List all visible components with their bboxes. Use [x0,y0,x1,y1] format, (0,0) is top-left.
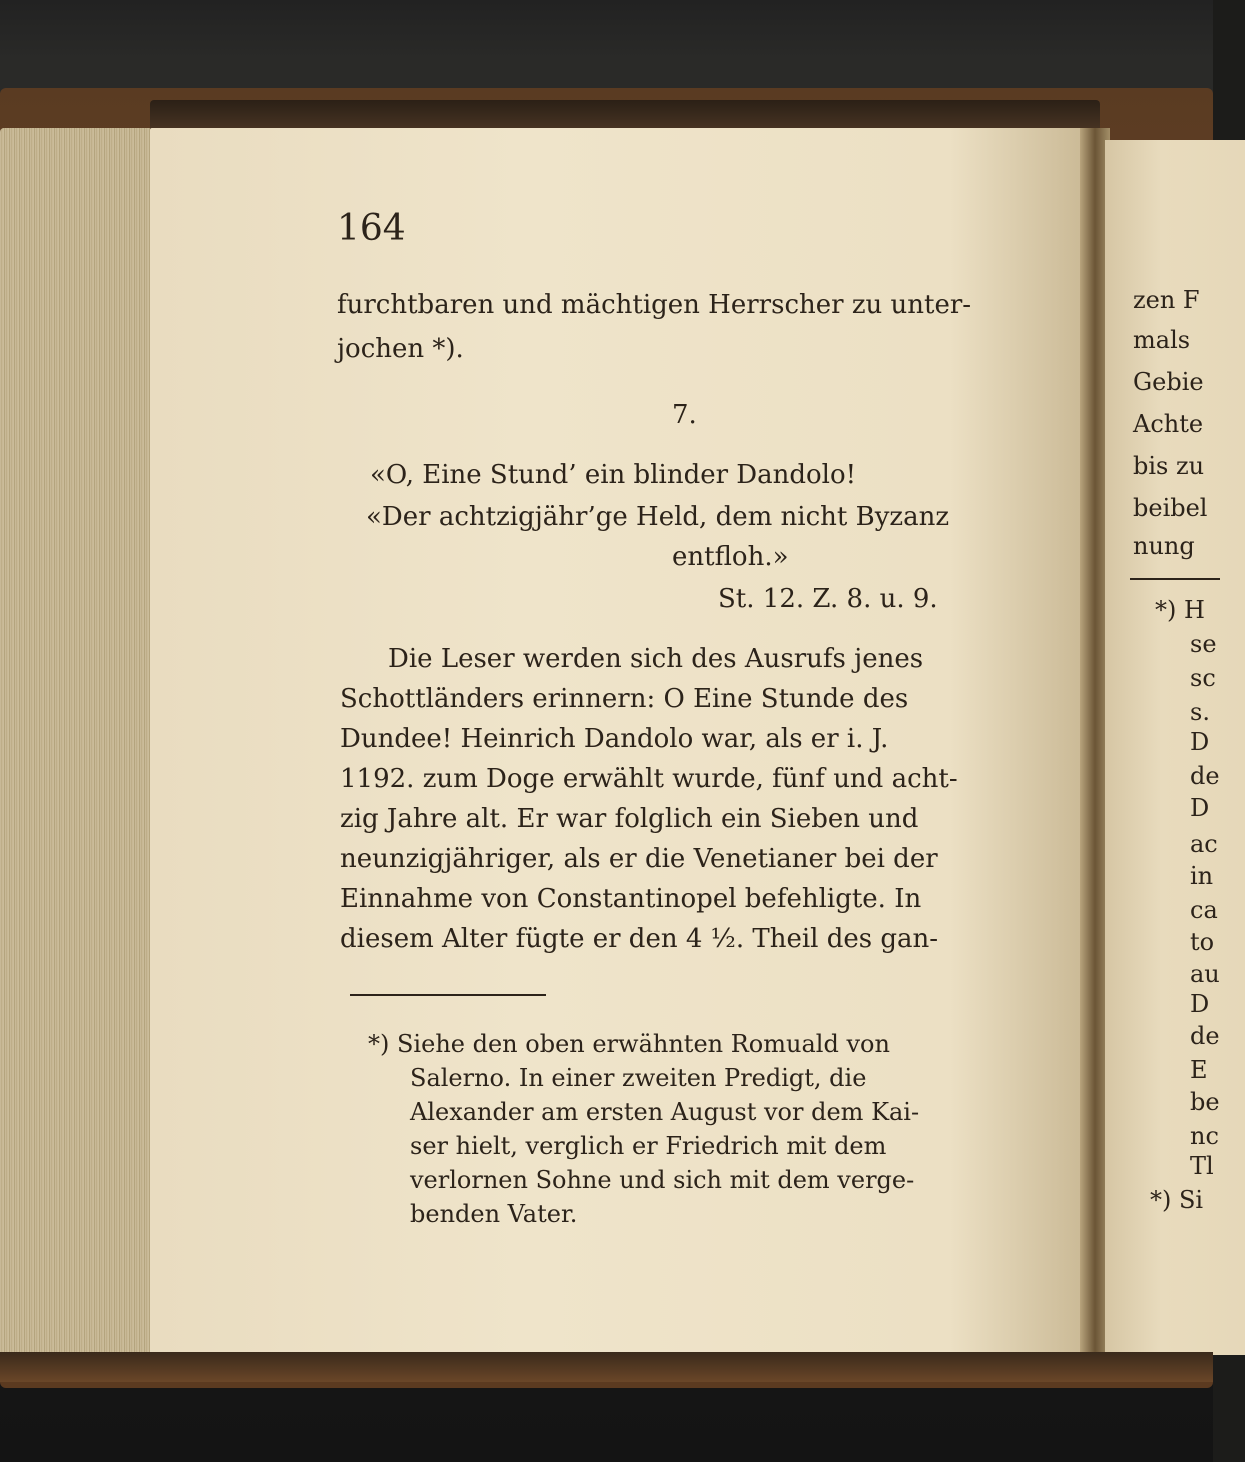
paragraph-line: Dundee! Heinrich Dandolo war, als er i. J. [340,724,889,754]
paragraph-line: Schottländers erinnern: O Eine Stunde des [340,684,909,714]
paragraph-line: 1192. zum Doge erwählt wurde, fünf und acht- [340,764,958,794]
right-page-line: beibel [1133,494,1208,522]
right-footnote-line: ca [1190,896,1218,924]
text-line: furchtbaren und mächtigen Herrscher zu unter- [337,290,972,320]
right-footnote-line: *) H [1155,596,1205,624]
footnote-line: ser hielt, verglich er Friedrich mit dem [410,1132,887,1160]
footnote-line: benden Vater. [410,1200,578,1228]
right-footnote-line: D [1190,990,1210,1018]
right-page-line: Achte [1133,410,1204,438]
paragraph-line: neunzigjähriger, als er die Venetianer bei der [340,844,938,874]
right-footnote-line: be [1190,1088,1220,1116]
section-number: 7. [672,400,697,430]
page-edges [0,128,150,1358]
paragraph-line: diesem Alter fügte er den 4 ½. Theil des gan- [340,924,939,954]
right-page [1105,140,1245,1355]
right-page-line: bis zu [1133,452,1205,480]
right-footnote-line: Tl [1190,1152,1214,1180]
right-footnote-line: de [1190,762,1220,790]
footnote-line: *) Siehe den oben erwähnten Romuald von [368,1030,890,1058]
right-footnote-line: sc [1190,664,1216,692]
right-footnote-line: s. [1190,698,1210,726]
right-page-line: Gebie [1133,368,1204,396]
text-line: jochen *). [337,334,464,364]
footnote-rule [350,994,546,996]
right-footnote-line: in [1190,862,1214,890]
right-footnote-line: se [1190,630,1217,658]
right-footnote-line: ac [1190,830,1218,858]
paragraph-line: Die Leser werden sich des Ausrufs jenes [388,644,924,674]
right-footnote-line: de [1190,1022,1220,1050]
footnote-line: verlornen Sohne und sich mit dem verge- [410,1166,915,1194]
right-page-line: zen F [1133,286,1200,314]
right-page-line: nung [1133,532,1195,560]
right-page-line: mals [1133,326,1191,354]
page-number: 164 [337,208,406,249]
right-footnote-line: D [1190,794,1210,822]
right-footnote-line: D [1190,728,1210,756]
right-footnote-line: E [1190,1056,1208,1084]
citation: St. 12. Z. 8. u. 9. [718,584,938,614]
right-footnote-line: *) Si [1150,1186,1204,1214]
paragraph-line: zig Jahre alt. Er war folglich ein Sieben und [340,804,919,834]
right-footnote-rule [1130,578,1220,580]
book-bottom-cover [0,1352,1213,1382]
paragraph-line: Einnahme von Constantinopel befehligte. In [340,884,922,914]
footnote-line: Salerno. In einer zweiten Predigt, die [410,1064,867,1092]
verse-line: entfloh.» [672,542,789,572]
verse-line: «O, Eine Stund’ ein blinder Dandolo! [370,460,857,490]
right-footnote-line: au [1190,960,1220,988]
footnote-line: Alexander am ersten August vor dem Kai- [410,1098,920,1126]
right-footnote-line: nc [1190,1122,1219,1150]
verse-line: «Der achtzigjähr’ge Held, dem nicht Byzanz [366,502,950,532]
right-footnote-line: to [1190,928,1215,956]
